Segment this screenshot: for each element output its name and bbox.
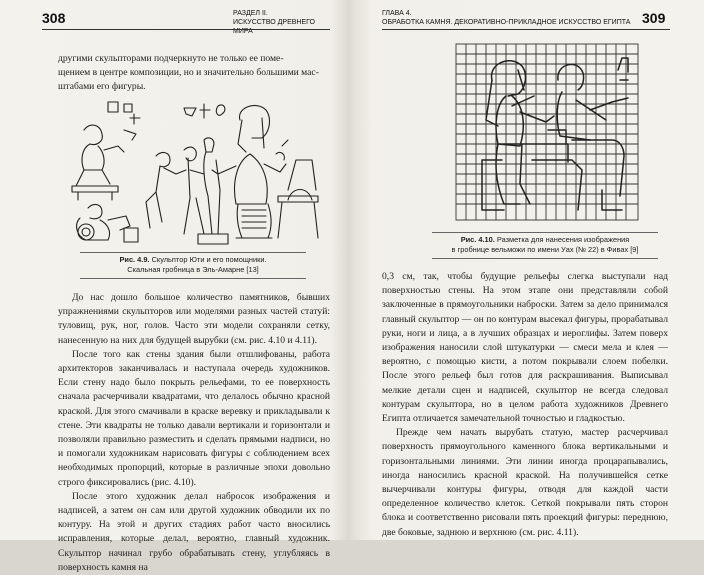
caption-line: Разметка для нанесения изображения <box>496 235 630 244</box>
caption-rule <box>432 258 658 259</box>
right-page <box>352 0 704 540</box>
sculptor-juti-figure <box>212 105 288 238</box>
figure-caption <box>60 255 326 275</box>
lower-helper-figure <box>77 205 138 242</box>
chapter-title: ОБРАБОТКА КАМНЯ. ДЕКОРАТИВНО-ПРИКЛАДНОЕ ИСКУССТВО ЕГИПТА <box>382 19 631 26</box>
figure-label: Рис. 4.9. <box>119 255 150 264</box>
caption-line: в гробнице вельможи по имени Уах (№ 22) в Фивах [9] <box>451 245 639 254</box>
header-rule <box>382 29 670 30</box>
figure-caption <box>422 235 668 255</box>
caption-rule <box>432 232 658 233</box>
working-sculptors <box>146 138 228 244</box>
caption-rule <box>80 278 306 279</box>
paragraph: 0,3 см, так, чтобы будущие рельефы слегка выступали над поверхностью стены. На этом этапе они представляли собой заключенные в прямоугольники наброски. Затем за дело принимался главный скульптор — он по контурам высекал фигуры, прорабатывал руки, ноги и лица, а в лучших образцах и иероглифы. Затем поверх изображения наносили слой штукатурки — смеси мела и клея — вероятно, с помощью кисти, а потом покрывали слоем побелки. После этого рельеф был готов для раскрашивания. Выписывал мелкие детали сцен и надписей, скульптор не всегда следовал контурам скульптора, но в целом работа художников Древнего Египта отличается замечательной точностью и гладкостью. <box>382 271 668 425</box>
seated-helper-figure <box>72 125 124 200</box>
hieroglyph-column <box>108 102 225 140</box>
running-head <box>233 9 333 36</box>
sculptor-drawing-figure <box>64 100 326 250</box>
left-page <box>0 0 352 573</box>
figure-label: Рис. 4.10. <box>460 235 495 244</box>
grid-markup-figure <box>452 40 642 224</box>
caption-line: Скульптор Юти и его помощники. <box>151 255 267 264</box>
text-line: другими скульпторами подчеркнуто не только ее поме- <box>58 53 284 64</box>
seated-nobleman-figure <box>482 61 582 210</box>
page-number: 309 <box>642 10 666 26</box>
text-line: щением в центре композиции, но и значительно большими мас- <box>58 67 319 79</box>
chapter-label: ГЛАВА 4. <box>382 10 412 17</box>
page-number: 308 <box>42 10 66 26</box>
text-line: штабами его фигуры. <box>58 81 146 93</box>
paragraph: После того как стены здания были отшлифованы, работа архитекторов заканчивалась и наступала очередь художников. Если стену надо было покрыть рельефами, то ее поверхность сначала расчерчивали квадратами, что делалось обычно красной краской. Для этого смачивали в краске веревку и прикладывали к стене. Эти квадраты не только давали вертикали и горизонтали и позволяли правильно разместить и сделать прямыми надписи, но и помогали художникам нарисовать фигуры с соблюдением всех необходимых пропорций, которые в различные эпохи довольно строго фиксировались (рис. 4.10). <box>58 348 330 488</box>
proportion-grid <box>456 44 638 220</box>
caption-line: Скальная гробница в Эль-Амарне [13] <box>127 265 259 274</box>
paragraph: Прежде чем начать вырубать статую, мастер расчерчивал поверхность прямоугольного каменного блока вертикальными и горизонтальными линиями. Эти линии иногда процарапывались, иногда наносились красной краской. На получившейся сетке вычерчивали контуры фигуры, отводя для каждой части определенное количество клеток. Сеткой покрывали пять сторон блока и соответственно рисовали пять проекций фигуры: переднюю, две боковые, заднюю и верхнюю (см. рис. 4.11). <box>382 427 668 538</box>
section-label: РАЗДЕЛ II. <box>233 10 268 17</box>
text-top <box>58 52 330 95</box>
furniture <box>278 160 318 238</box>
text-body <box>382 270 668 540</box>
header-rule <box>42 29 330 30</box>
section-title: ИСКУССТВО ДРЕВНЕГО МИРА <box>233 19 315 35</box>
running-head <box>382 9 642 27</box>
paragraph: После этого художник делал набросок изображения и надписей, а затем он сам или другой художник обводили их по контуру. На этой и других стадиях работ часто вносились исправления, которые делал, вероятно, главный художник. Скульптор начинал грубо обрабатывать стену, углубляясь в поверхность камня на <box>58 490 330 573</box>
text-body <box>58 291 330 575</box>
caption-rule <box>80 252 306 253</box>
paragraph: До нас дошло большое количество памятников, бывших упражнениями скульпторов или моделями разных частей статуй: туловищ, рук, ног, голов. Часто эти модели сохраняли сетку, нанесенную на них для будущей вырубки (см. рис. 4.10 и 4.11). <box>58 292 330 346</box>
